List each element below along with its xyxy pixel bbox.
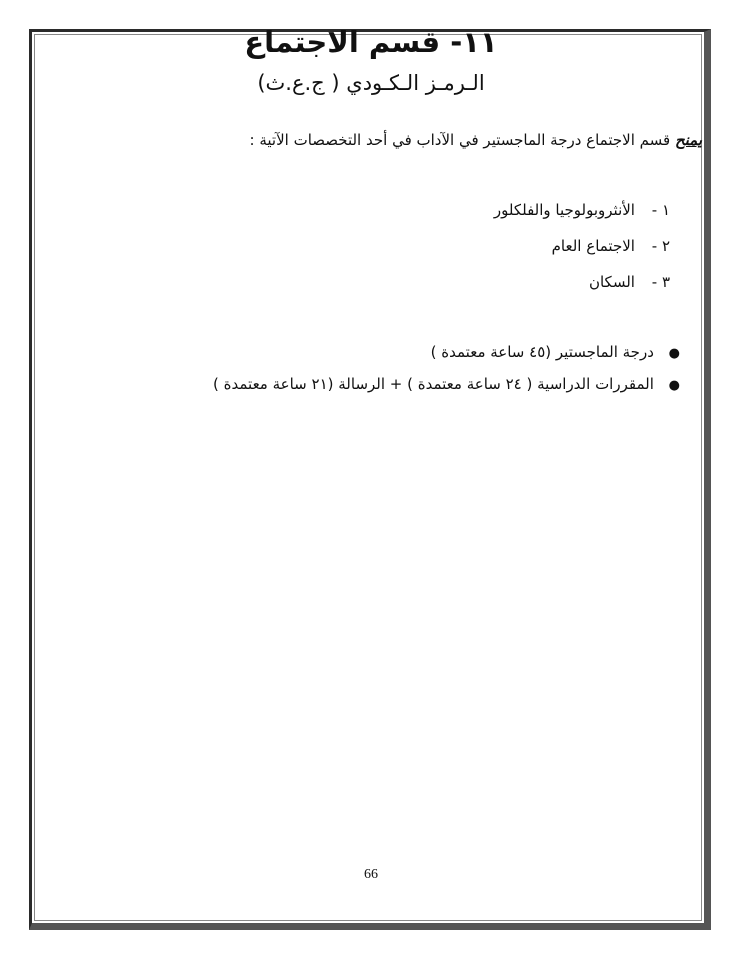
list-item	[213, 372, 680, 404]
page-title: ١١- قسم الاجتماع	[244, 25, 498, 59]
specializations-list	[494, 198, 670, 306]
bullet-icon: ●	[668, 346, 680, 361]
item-label: السكان	[588, 273, 635, 291]
list-item	[494, 234, 670, 270]
bullet-text: درجة الماجستير (٤٥ ساعة معتمدة )	[430, 343, 654, 361]
list-item	[213, 340, 680, 372]
item-number: ٣ -	[651, 273, 670, 291]
intro-text: قسم الاجتماع درجة الماجستير في الآداب في أحد التخصصات الآتية :	[249, 131, 675, 149]
intro-paragraph	[60, 128, 702, 152]
code-line: الـرمـز الـكـودي ( ج.ع.ث)	[257, 71, 485, 95]
intro-lead-word: يمنح	[674, 131, 702, 149]
bullet-icon: ●	[668, 378, 680, 393]
page-number: 66	[364, 867, 378, 882]
item-number: ١ -	[651, 201, 670, 219]
item-label: الاجتماع العام	[551, 237, 635, 255]
item-label: الأنثروبولوجيا والفلكلور	[493, 201, 635, 219]
list-item	[494, 270, 670, 306]
item-number: ٢ -	[651, 237, 670, 255]
bullet-text: المقررات الدراسية ( ٢٤ ساعة معتمدة ) + الرسالة (٢١ ساعة معتمدة )	[213, 375, 654, 393]
page-frame	[29, 29, 711, 930]
inner-border	[34, 34, 702, 921]
list-item	[494, 198, 670, 234]
credit-hours-list	[213, 340, 680, 404]
